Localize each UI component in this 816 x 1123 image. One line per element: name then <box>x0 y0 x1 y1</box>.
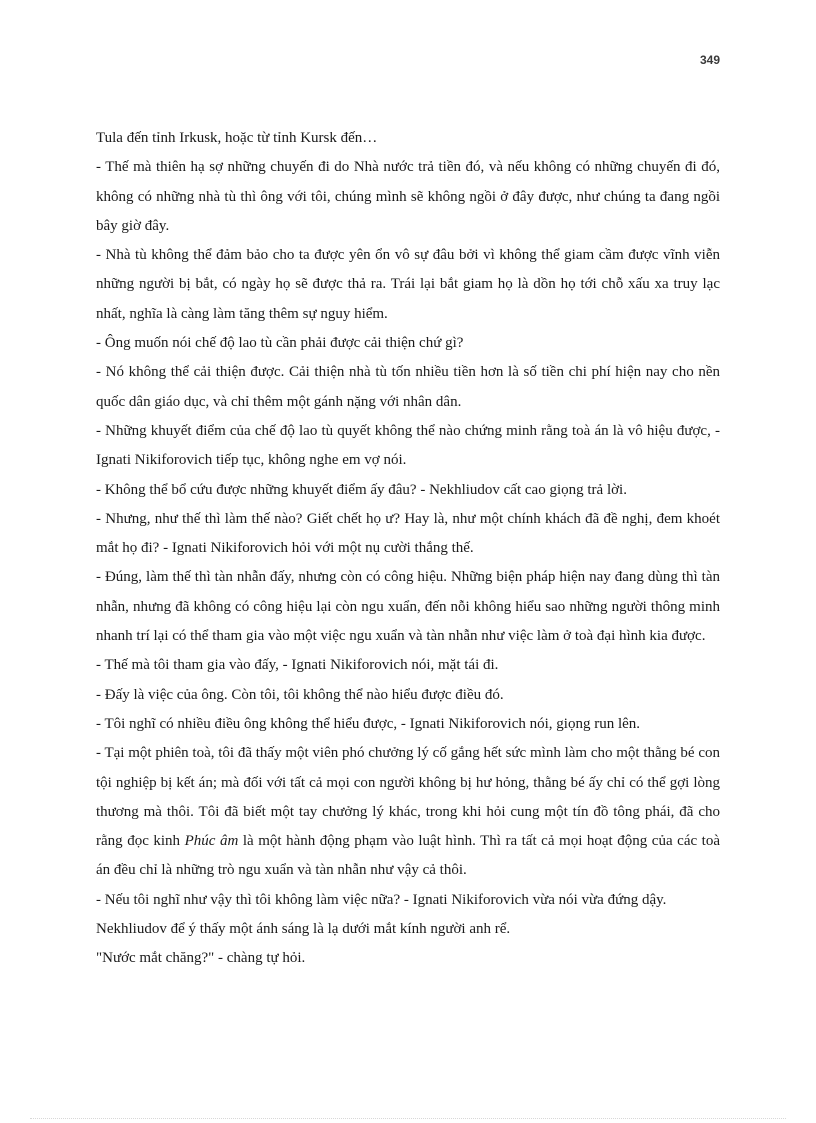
page-text-body <box>96 124 720 974</box>
footer-divider <box>30 1118 786 1119</box>
paragraph: - Nhà tù không thể đảm bảo cho ta được yên ổn vô sự đâu bởi vì không thể giam cầm được vĩnh viễn những người bị bắt, có ngày họ sẽ được thả ra. Trái lại bắt giam họ là dồn họ tới chỗ xấu xa truy lạc nhất, nghĩa là càng làm tăng thêm sự nguy hiểm. <box>96 247 720 322</box>
paragraph: "Nước mắt chăng?" - chàng tự hỏi. <box>96 950 306 967</box>
paragraph-text-after: là một hành động phạm vào luật hình. Thì ra tất cả mọi hoạt động của các toà án đều chỉ là những trò ngu xuẩn và tàn nhẫn như vậy cả thôi. <box>96 833 720 879</box>
paragraph: - Không thể bổ cứu được những khuyết điểm ấy đâu? - Nekhliudov cất cao giọng trả lời. <box>96 481 627 498</box>
paragraph: - Ông muốn nói chế độ lao tù cần phải được cải thiện chứ gì? <box>96 335 464 352</box>
paragraph: Tula đến tỉnh Irkusk, hoặc từ tỉnh Kursk đến… <box>96 130 378 146</box>
emphasized-title: Phúc âm <box>184 833 239 850</box>
paragraph: - Những khuyết điểm của chế độ lao tù quyết không thể nào chứng minh rằng toà án là vô hiệu được, - Ignati Nikiforovich tiếp tục, không nghe em vợ nói. <box>96 422 720 469</box>
paragraph: - Đấy là việc của ông. Còn tôi, tôi không thể nào hiểu được điều đó. <box>96 686 504 703</box>
paragraph: - Đúng, làm thế thì tàn nhẫn đấy, nhưng còn có công hiệu. Những biện pháp hiện nay đang dùng thì tàn nhẫn, nhưng đã không có công hiệu lại còn ngu xuẩn, đến nỗi không hiểu sao những người thông minh nhanh trí lại có thể tham gia vào một việc ngu xuẩn và tàn nhẫn như việc làm ở toà đại hình kia được. <box>96 569 720 645</box>
paragraph: Nekhliudov để ý thấy một ánh sáng là lạ dưới mắt kính người anh rể. <box>96 921 511 938</box>
paragraph-text-before: - Tại một phiên toà, tôi đã thấy một viên phó chưởng lý cố gắng hết sức mình làm cho một thằng bé con tội nghiệp bị kết án; mà đối với tất cả mọi con người không bị hư hỏng, thằng bé ấy chỉ có thể gợi lòng thương mà thôi. Tôi đã biết một tay chưởng lý khác, trong khi hỏi cung một tín đồ tông phái, đã cho rằng đọc kinh <box>96 745 720 850</box>
paragraph: - Thế mà thiên hạ sợ những chuyến đi do Nhà nước trả tiền đó, và nếu không có những chuyến đi đó, không có những nhà tù thì ông với tôi, chúng mình sẽ không ngồi ở đây được, như chúng ta đang ngồi bây giờ đây. <box>96 159 720 234</box>
page-number: 349 <box>699 53 720 67</box>
paragraph: - Thế mà tôi tham gia vào đấy, - Ignati Nikiforovich nói, mặt tái đi. <box>96 657 499 674</box>
paragraph-with-emphasis <box>96 739 720 885</box>
paragraph: - Tôi nghĩ có nhiều điều ông không thể hiểu được, - Ignati Nikiforovich nói, giọng run lên. <box>96 715 641 732</box>
paragraph: - Nhưng, như thế thì làm thế nào? Giết chết họ ư? Hay là, như một chính khách đã đề nghị, đem khoét mắt họ đi? - Ignati Nikiforovich hỏi với một nụ cười thắng thế. <box>96 510 720 557</box>
paragraph: - Nó không thể cải thiện được. Cải thiện nhà tù tốn nhiều tiền hơn là số tiền chi phí hiện nay cho nền quốc dân giáo dục, và chỉ thêm một gánh nặng với nhân dân. <box>96 364 720 410</box>
paragraph: - Nếu tôi nghĩ như vậy thì tôi không làm việc nữa? - Ignati Nikiforovich vừa nói vừa đứng dậy. <box>96 891 667 908</box>
